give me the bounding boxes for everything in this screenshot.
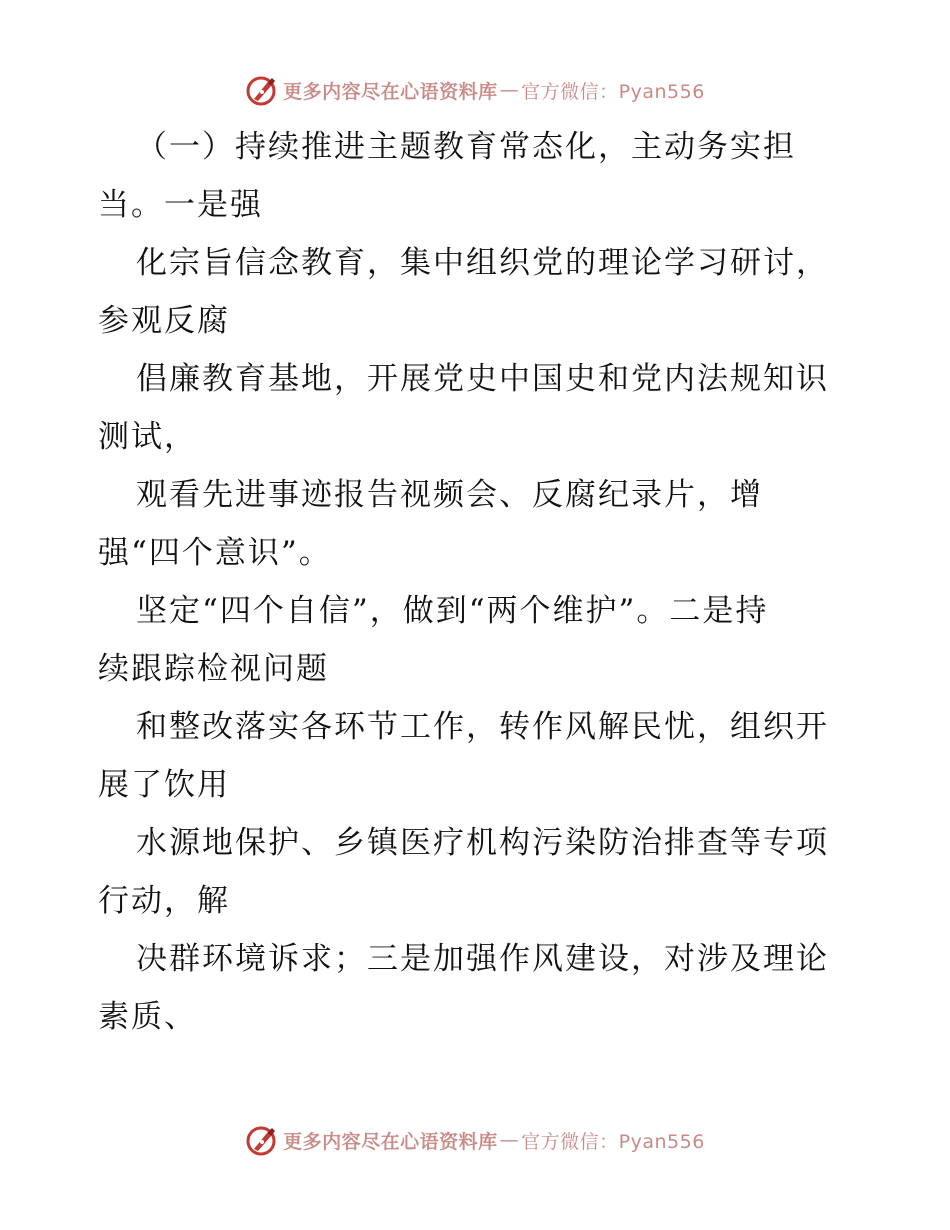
pen-nib-logo-icon xyxy=(245,1123,279,1157)
text-line: 倡廉教育基地，开展党史中国史和党内法规知识 xyxy=(136,361,829,397)
text-line: 参观反腐 xyxy=(98,303,230,339)
text-line: 坚定“四个自信”，做到“两个维护”。二是持 xyxy=(136,593,769,629)
text-line: 展了饮用 xyxy=(98,767,230,803)
watermark-prefix: 更多内容尽在心语资料库 xyxy=(283,1130,498,1153)
watermark-suffix: 官方微信：Pyan556 xyxy=(521,1130,705,1153)
text-line: 测试， xyxy=(98,419,197,455)
text-line: 行动，解 xyxy=(98,883,230,919)
watermark-dash: — xyxy=(499,1129,520,1151)
text-line: 素质、 xyxy=(98,999,197,1035)
text-line: 化宗旨信念教育，集中组织党的理论学习研讨， xyxy=(136,245,829,281)
text-line: 和整改落实各环节工作，转作风解民忧，组织开 xyxy=(136,709,829,745)
text-line: 决群环境诉求；三是加强作风建设，对涉及理论 xyxy=(136,941,829,977)
text-line: 强“四个意识”。 xyxy=(98,535,332,571)
watermark-prefix: 更多内容尽在心语资料库 xyxy=(283,80,498,103)
text-line: 观看先进事迹报告视频会、反腐纪录片，增 xyxy=(136,477,763,513)
text-line: 水源地保护、乡镇医疗机构污染防治排查等专项 xyxy=(136,825,829,861)
watermark-dash: — xyxy=(499,79,520,101)
text-line: 续跟踪检视问题 xyxy=(98,651,329,687)
watermark-suffix: 官方微信：Pyan556 xyxy=(521,80,705,103)
pen-nib-logo-icon xyxy=(245,73,279,107)
text-line: （一）持续推进主题教育常态化，主动务实担 xyxy=(136,129,796,165)
document-body xyxy=(98,118,858,1046)
header-watermark xyxy=(0,70,950,110)
text-line: 当。一是强 xyxy=(98,187,263,223)
footer-watermark xyxy=(0,1120,950,1160)
